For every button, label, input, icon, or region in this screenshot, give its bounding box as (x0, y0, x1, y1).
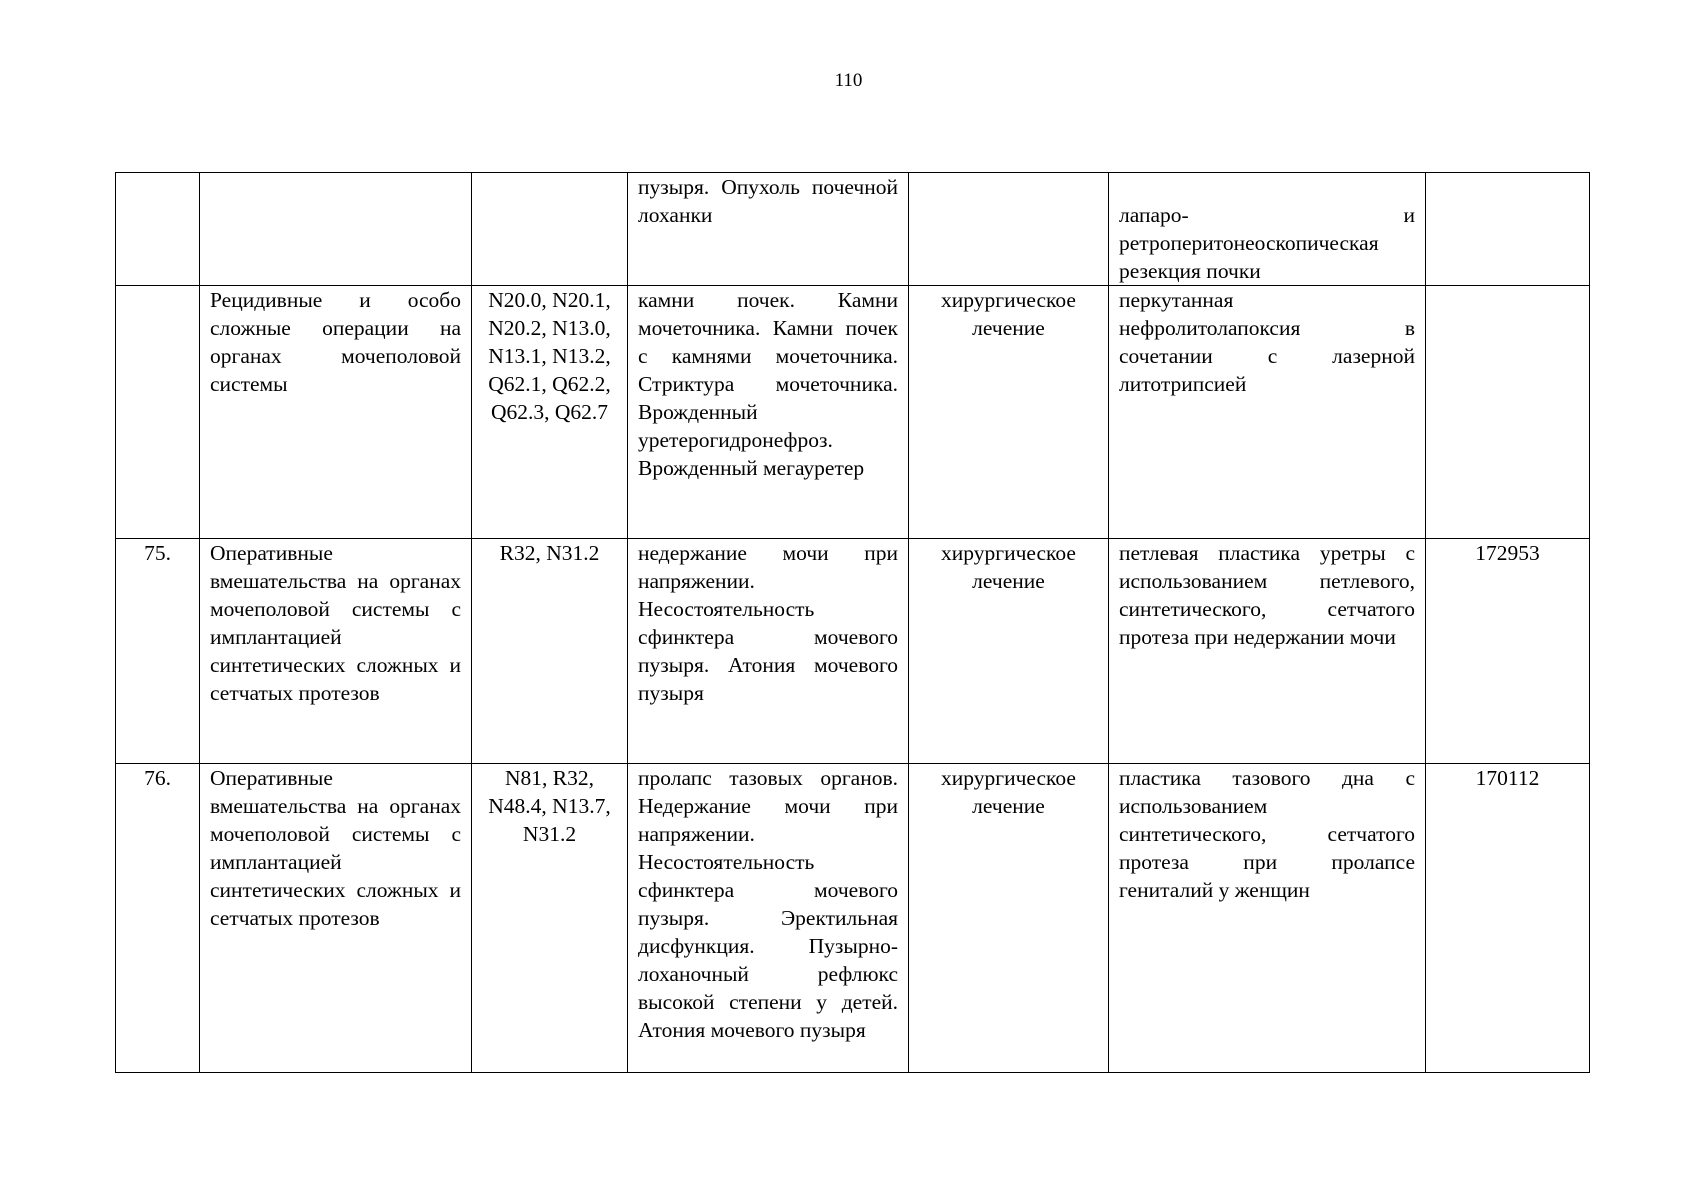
treatment-type-cell: хирургическое лечение (909, 539, 1109, 764)
cost-cell: 170112 (1426, 764, 1590, 1073)
cost-cell: 172953 (1426, 539, 1590, 764)
treatment-type-cell: хирургическое лечение (909, 764, 1109, 1073)
cost-cell (1426, 173, 1590, 286)
treatment-method-cell (1109, 173, 1426, 286)
patient-model-cell: пузыря. Опухоль почечной лоханки (628, 173, 909, 286)
patient-model-cell: камни почек. Камни мочеточника. Камни почек с камнями мочеточника. Стриктура мочеточника. Врожденный уретерогидронефроз. Врожденный мегауретер (628, 286, 909, 539)
patient-model-cell: пролапс тазовых органов. Недержание мочи при напряжении. Несостоятельность сфинктера мочевого пузыря. Эректильная дисфункция. Пузырно-лоханочный рефлюкс высокой степени у детей. Атония мочевого пузыря (628, 764, 909, 1073)
icd-codes-cell: N81, R32, N48.4, N13.7, N31.2 (472, 764, 628, 1073)
treatment-method-cell: петлевая пластика уретры с использованием петлевого, синтетического, сетчатого протеза при недержании мочи (1109, 539, 1426, 764)
row-number-cell (116, 173, 200, 286)
procedure-name-cell: Рецидивные и особо сложные операции на органах мочеполовой системы (200, 286, 472, 539)
table-row (116, 173, 1590, 286)
procedure-name-cell (200, 173, 472, 286)
patient-model-cell: недержание мочи при напряжении. Несостоятельность сфинктера мочевого пузыря. Атония мочевого пузыря (628, 539, 909, 764)
row-number-cell (116, 286, 200, 539)
cost-cell (1426, 286, 1590, 539)
icd-codes-cell: R32, N31.2 (472, 539, 628, 764)
icd-codes-cell (472, 173, 628, 286)
procedures-table (115, 172, 1590, 1073)
treatment-method-text: лапаро- и ретроперитонеоскопическая резекция почки (1119, 203, 1415, 283)
table-row (116, 539, 1590, 764)
treatment-type-cell: хирургическое лечение (909, 286, 1109, 539)
row-number-cell: 75. (116, 539, 200, 764)
table-row (116, 286, 1590, 539)
icd-codes-cell: N20.0, N20.1, N20.2, N13.0, N13.1, N13.2, Q62.1, Q62.2, Q62.3, Q62.7 (472, 286, 628, 539)
treatment-method-cell: пластика тазового дна с использованием синтетического, сетчатого протеза при пролапсе гениталий у женщин (1109, 764, 1426, 1073)
page-number: 110 (834, 70, 863, 91)
treatment-method-cell: перкутанная нефролитолапоксия в сочетании с лазерной литотрипсией (1109, 286, 1426, 539)
procedure-name-cell: Оперативные вмешательства на органах мочеполовой системы с имплантацией синтетических сложных и сетчатых протезов (200, 764, 472, 1073)
table-row (116, 764, 1590, 1073)
row-number-cell: 76. (116, 764, 200, 1073)
procedure-name-cell: Оперативные вмешательства на органах мочеполовой системы с имплантацией синтетических сложных и сетчатых протезов (200, 539, 472, 764)
treatment-type-cell (909, 173, 1109, 286)
